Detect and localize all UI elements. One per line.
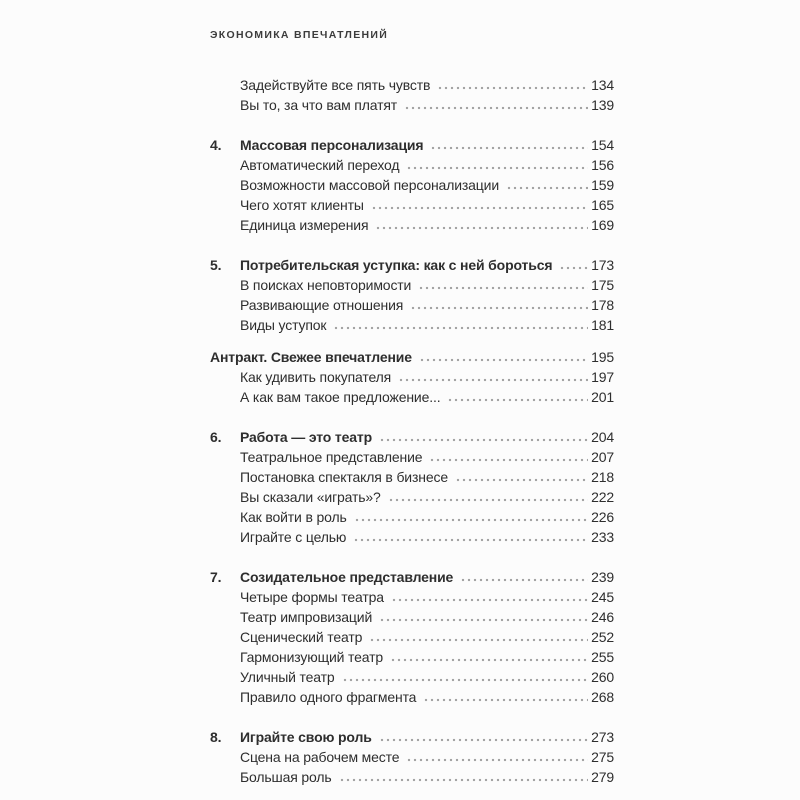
toc-entry-label: Вы сказали «играть»?: [240, 489, 381, 505]
toc-entry-page: 165: [591, 197, 614, 213]
toc-entry: [210, 427, 614, 447]
dotted-leader: [419, 357, 588, 363]
toc-entry-label: Гармонизующий театр: [240, 649, 384, 665]
dotted-leader: [404, 105, 588, 111]
toc-entry: [210, 367, 614, 387]
toc-entry-number: 7.: [210, 569, 222, 585]
toc-entry-label: Автоматический переход: [240, 157, 400, 173]
toc-entry: [210, 747, 614, 767]
dotted-leader: [379, 737, 588, 743]
toc-entry-label: Чего хотят клиенты: [240, 197, 364, 213]
dotted-leader: [429, 457, 588, 463]
toc-entry: [210, 627, 614, 647]
toc-entry: [210, 275, 614, 295]
toc-entry-page: 181: [591, 317, 614, 333]
toc-entry-page: 159: [591, 177, 614, 193]
toc-group: [210, 75, 614, 115]
dotted-leader: [430, 145, 588, 151]
toc-entry-page: 134: [591, 77, 614, 93]
toc-entry: [210, 95, 614, 115]
toc-entry-label: Четыре формы театра: [240, 589, 384, 605]
dotted-leader: [369, 637, 588, 643]
toc-entry: [210, 135, 614, 155]
toc-group: [210, 567, 614, 707]
toc-entry: [210, 767, 614, 787]
toc-entry: [210, 607, 614, 627]
toc-entry: [210, 295, 614, 315]
toc-entry-label: Работа — это театр: [240, 429, 373, 445]
toc-entry: [210, 195, 614, 215]
toc-entry-label: Виды уступок: [240, 317, 327, 333]
toc-entry-page: 195: [591, 349, 614, 365]
toc-group: [210, 255, 614, 335]
dotted-leader: [375, 225, 588, 231]
toc-entry-page: 275: [591, 749, 614, 765]
toc-entry-label: Антракт. Свежее впечатление: [210, 349, 412, 365]
toc-entry-page: 252: [591, 629, 614, 645]
toc-entry-page: 139: [591, 97, 614, 113]
dotted-leader: [455, 477, 588, 483]
toc-entry-label: Правило одного фрагмента: [240, 689, 417, 705]
toc-entry-label: Задействуйте все пять чувств: [240, 77, 431, 93]
dotted-leader: [406, 165, 588, 171]
toc-entry: [210, 727, 614, 747]
toc-entry-page: 218: [591, 469, 614, 485]
toc-entry-number: 8.: [210, 729, 222, 745]
toc-entry: [210, 467, 614, 487]
dotted-leader: [339, 777, 589, 783]
toc-entry: [210, 527, 614, 547]
toc-entry-label: Играйте свою роль: [240, 729, 372, 745]
toc-entry: [210, 315, 614, 335]
toc-group: [210, 347, 614, 407]
toc-entry: [210, 507, 614, 527]
dotted-leader: [342, 677, 589, 683]
toc-entry-number: 4.: [210, 137, 222, 153]
toc-entry-page: 245: [591, 589, 614, 605]
toc-entry-page: 226: [591, 509, 614, 525]
toc-entry-label: Сцена на рабочем месте: [240, 749, 400, 765]
toc-entry-page: 260: [591, 669, 614, 685]
dotted-leader: [447, 397, 588, 403]
toc-entry: [210, 75, 614, 95]
toc-entry-page: 178: [591, 297, 614, 313]
dotted-leader: [333, 325, 588, 331]
toc-group: [210, 727, 614, 787]
toc-entry-page: 154: [591, 137, 614, 153]
dotted-leader: [379, 437, 588, 443]
toc-group: [210, 427, 614, 547]
toc-entry-label: В поисках неповторимости: [240, 277, 412, 293]
dotted-leader: [506, 185, 588, 191]
dotted-leader: [423, 697, 588, 703]
toc-entry: [210, 387, 614, 407]
toc-entry: [210, 667, 614, 687]
toc-entry-label: Постановка спектакля в бизнесе: [240, 469, 448, 485]
toc-entry-label: Как войти в роль: [240, 509, 347, 525]
toc-entry-label: Театральное представление: [240, 449, 423, 465]
toc-entry-page: 169: [591, 217, 614, 233]
toc-entry-label: Театр импровизаций: [240, 609, 373, 625]
dotted-leader: [391, 597, 588, 603]
toc-entry-label: Играйте с целью: [240, 529, 347, 545]
dotted-leader: [388, 497, 588, 503]
toc-entry-label: Созидательное представление: [240, 569, 454, 585]
toc-entry-page: 222: [591, 489, 614, 505]
toc-entry-label: Большая роль: [240, 769, 332, 785]
toc-entry: [210, 175, 614, 195]
toc-entry-label: Сценический театр: [240, 629, 363, 645]
toc-entry-page: 204: [591, 429, 614, 445]
dotted-leader: [390, 657, 588, 663]
toc-entry-page: 239: [591, 569, 614, 585]
toc-entry-label: А как вам такое предложение...: [240, 389, 441, 405]
toc-entry: [210, 647, 614, 667]
toc-entry: [210, 587, 614, 607]
toc-entry-label: Массовая персонализация: [240, 137, 424, 153]
dotted-leader: [398, 377, 588, 383]
dotted-leader: [460, 577, 588, 583]
toc-entry-label: Единица измерения: [240, 217, 369, 233]
toc-entry-page: 197: [591, 369, 614, 385]
dotted-leader: [353, 537, 588, 543]
toc-entry-page: 156: [591, 157, 614, 173]
dotted-leader: [418, 285, 588, 291]
toc-entry-label: Развивающие отношения: [240, 297, 404, 313]
toc-entry-label: Потребительская уступка: как с ней бороться: [240, 257, 553, 273]
toc-group: [210, 135, 614, 235]
toc-entry-label: Вы то, за что вам платят: [240, 97, 398, 113]
dotted-leader: [559, 265, 588, 271]
toc-entry: [210, 255, 614, 275]
toc-entry: [210, 567, 614, 587]
toc-entry-page: 255: [591, 649, 614, 665]
toc-entry-label: Как удивить покупателя: [240, 369, 392, 385]
dotted-leader: [437, 85, 588, 91]
dotted-leader: [371, 205, 588, 211]
dotted-leader: [406, 757, 588, 763]
toc-entry: [210, 347, 614, 367]
toc-entry-page: 207: [591, 449, 614, 465]
toc-entry-page: 233: [591, 529, 614, 545]
toc-entry: [210, 487, 614, 507]
toc-entry: [210, 215, 614, 235]
running-head: ЭКОНОМИКА ВПЕЧАТЛЕНИЙ: [210, 29, 389, 41]
toc-entry: [210, 447, 614, 467]
toc-entry: [210, 155, 614, 175]
toc-entry-label: Возможности массовой персонализации: [240, 177, 499, 193]
toc-entry: [210, 687, 614, 707]
dotted-leader: [379, 617, 588, 623]
toc-entry-label: Уличный театр: [240, 669, 335, 685]
toc-entry-page: 279: [591, 769, 614, 785]
toc: [210, 75, 614, 787]
toc-entry-page: 273: [591, 729, 614, 745]
toc-entry-page: 173: [591, 257, 614, 273]
toc-entry-number: 6.: [210, 429, 222, 445]
dotted-leader: [410, 305, 588, 311]
toc-entry-page: 175: [591, 277, 614, 293]
toc-entry-page: 246: [591, 609, 614, 625]
toc-entry-page: 268: [591, 689, 614, 705]
toc-entry-number: 5.: [210, 257, 222, 273]
dotted-leader: [354, 517, 588, 523]
toc-entry-page: 201: [591, 389, 614, 405]
